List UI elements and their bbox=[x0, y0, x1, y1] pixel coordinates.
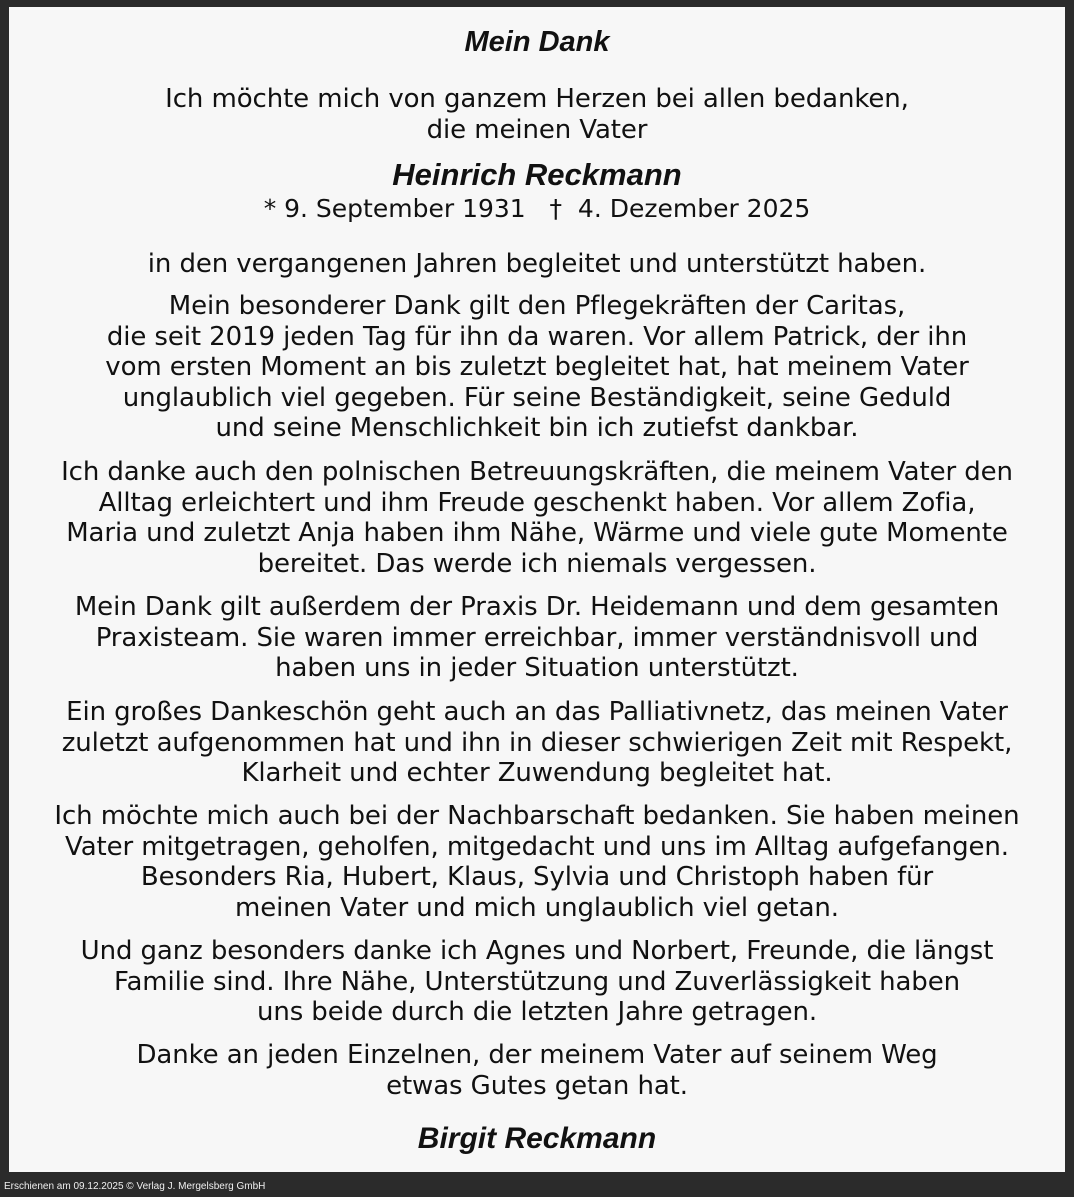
text-line: die seit 2019 jeden Tag für ihn da waren. Vor allem Patrick, der ihn bbox=[106, 321, 968, 352]
text-line: Maria und zuletzt Anja haben ihm Nähe, Wärme und viele gute Momente bbox=[66, 518, 1008, 548]
paragraph-2 bbox=[9, 291, 1065, 444]
text-line: uns beide durch die letzten Jahre getragen. bbox=[256, 997, 818, 1027]
paragraph-6 bbox=[9, 801, 1065, 923]
text-line: Alltag erleichtert und ihm Freude geschenkt haben. Vor allem Zofia, bbox=[98, 487, 976, 518]
text-line: Und ganz besonders danke ich Agnes und Norbert, Freunde, die längst bbox=[80, 936, 994, 966]
text-line: Besonders Ria, Hubert, Klaus, Sylvia und Christoph haben für bbox=[140, 862, 934, 892]
paragraph-5 bbox=[9, 697, 1065, 789]
text-line: meinen Vater und mich unglaublich viel getan. bbox=[235, 892, 839, 923]
text-line: Klarheit und echter Zuwendung begleitet hat. bbox=[241, 758, 833, 788]
deceased-name: Heinrich Reckmann bbox=[392, 157, 682, 192]
text-line: Ich möchte mich auch bei der Nachbarschaft bedanken. Sie haben meinen bbox=[54, 801, 1020, 831]
signature: Birgit Reckmann bbox=[417, 1122, 657, 1155]
life-dates: * 9. September 1931 † 4. Dezember 2025 bbox=[263, 194, 811, 223]
text-line: die meinen Vater bbox=[426, 114, 648, 145]
text-line: vom ersten Moment an bis zuletzt begleitet hat, hat meinem Vater bbox=[105, 352, 969, 382]
text-line: in den vergangenen Jahren begleitet und unterstützt haben. bbox=[147, 249, 927, 279]
text-line: Praxisteam. Sie waren immer erreichbar, immer verständnisvoll und bbox=[95, 622, 979, 653]
text-line: Ich möchte mich von ganzem Herzen bei allen bedanken, bbox=[165, 84, 909, 114]
text-line: zuletzt aufgenommen hat und ihn in dieser schwierigen Zeit mit Respekt, bbox=[61, 727, 1013, 758]
paragraph-7 bbox=[9, 936, 1065, 1028]
notice-title: Mein Dank bbox=[464, 26, 610, 58]
text-line: haben uns in jeder Situation unterstützt. bbox=[275, 653, 799, 683]
text-line: bereitet. Das werde ich niemals vergessen. bbox=[257, 548, 817, 579]
publication-footer: Erschienen am 09.12.2025 © Verlag J. Mergelsberg GmbH bbox=[4, 1181, 266, 1192]
text-line: und seine Menschlichkeit bin ich zutiefst dankbar. bbox=[215, 413, 859, 443]
text-line: Ich danke auch den polnischen Betreuungskräften, die meinem Vater den bbox=[61, 457, 1013, 487]
text-line: Familie sind. Ihre Nähe, Unterstützung und Zuverlässigkeit haben bbox=[114, 966, 960, 997]
paragraph-1 bbox=[9, 249, 1065, 280]
obituary-notice bbox=[9, 7, 1065, 1172]
paragraph-8 bbox=[9, 1040, 1065, 1101]
text-line: Mein Dank gilt außerdem der Praxis Dr. Heidemann und dem gesamten bbox=[74, 592, 1000, 622]
text-line: Vater mitgetragen, geholfen, mitgedacht und uns im Alltag aufgefangen. bbox=[65, 831, 1009, 862]
paragraph-3 bbox=[9, 457, 1065, 579]
text-line: etwas Gutes getan hat. bbox=[386, 1070, 688, 1101]
paragraph-4 bbox=[9, 592, 1065, 684]
intro-text bbox=[9, 84, 1065, 145]
text-line: unglaublich viel gegeben. Für seine Beständigkeit, seine Geduld bbox=[122, 382, 952, 413]
text-line: Danke an jeden Einzelnen, der meinem Vater auf seinem Weg bbox=[136, 1040, 938, 1070]
text-line: Ein großes Dankeschön geht auch an das Palliativnetz, das meinen Vater bbox=[66, 697, 1008, 727]
text-line: Mein besonderer Dank gilt den Pflegekräften der Caritas, bbox=[168, 291, 906, 321]
